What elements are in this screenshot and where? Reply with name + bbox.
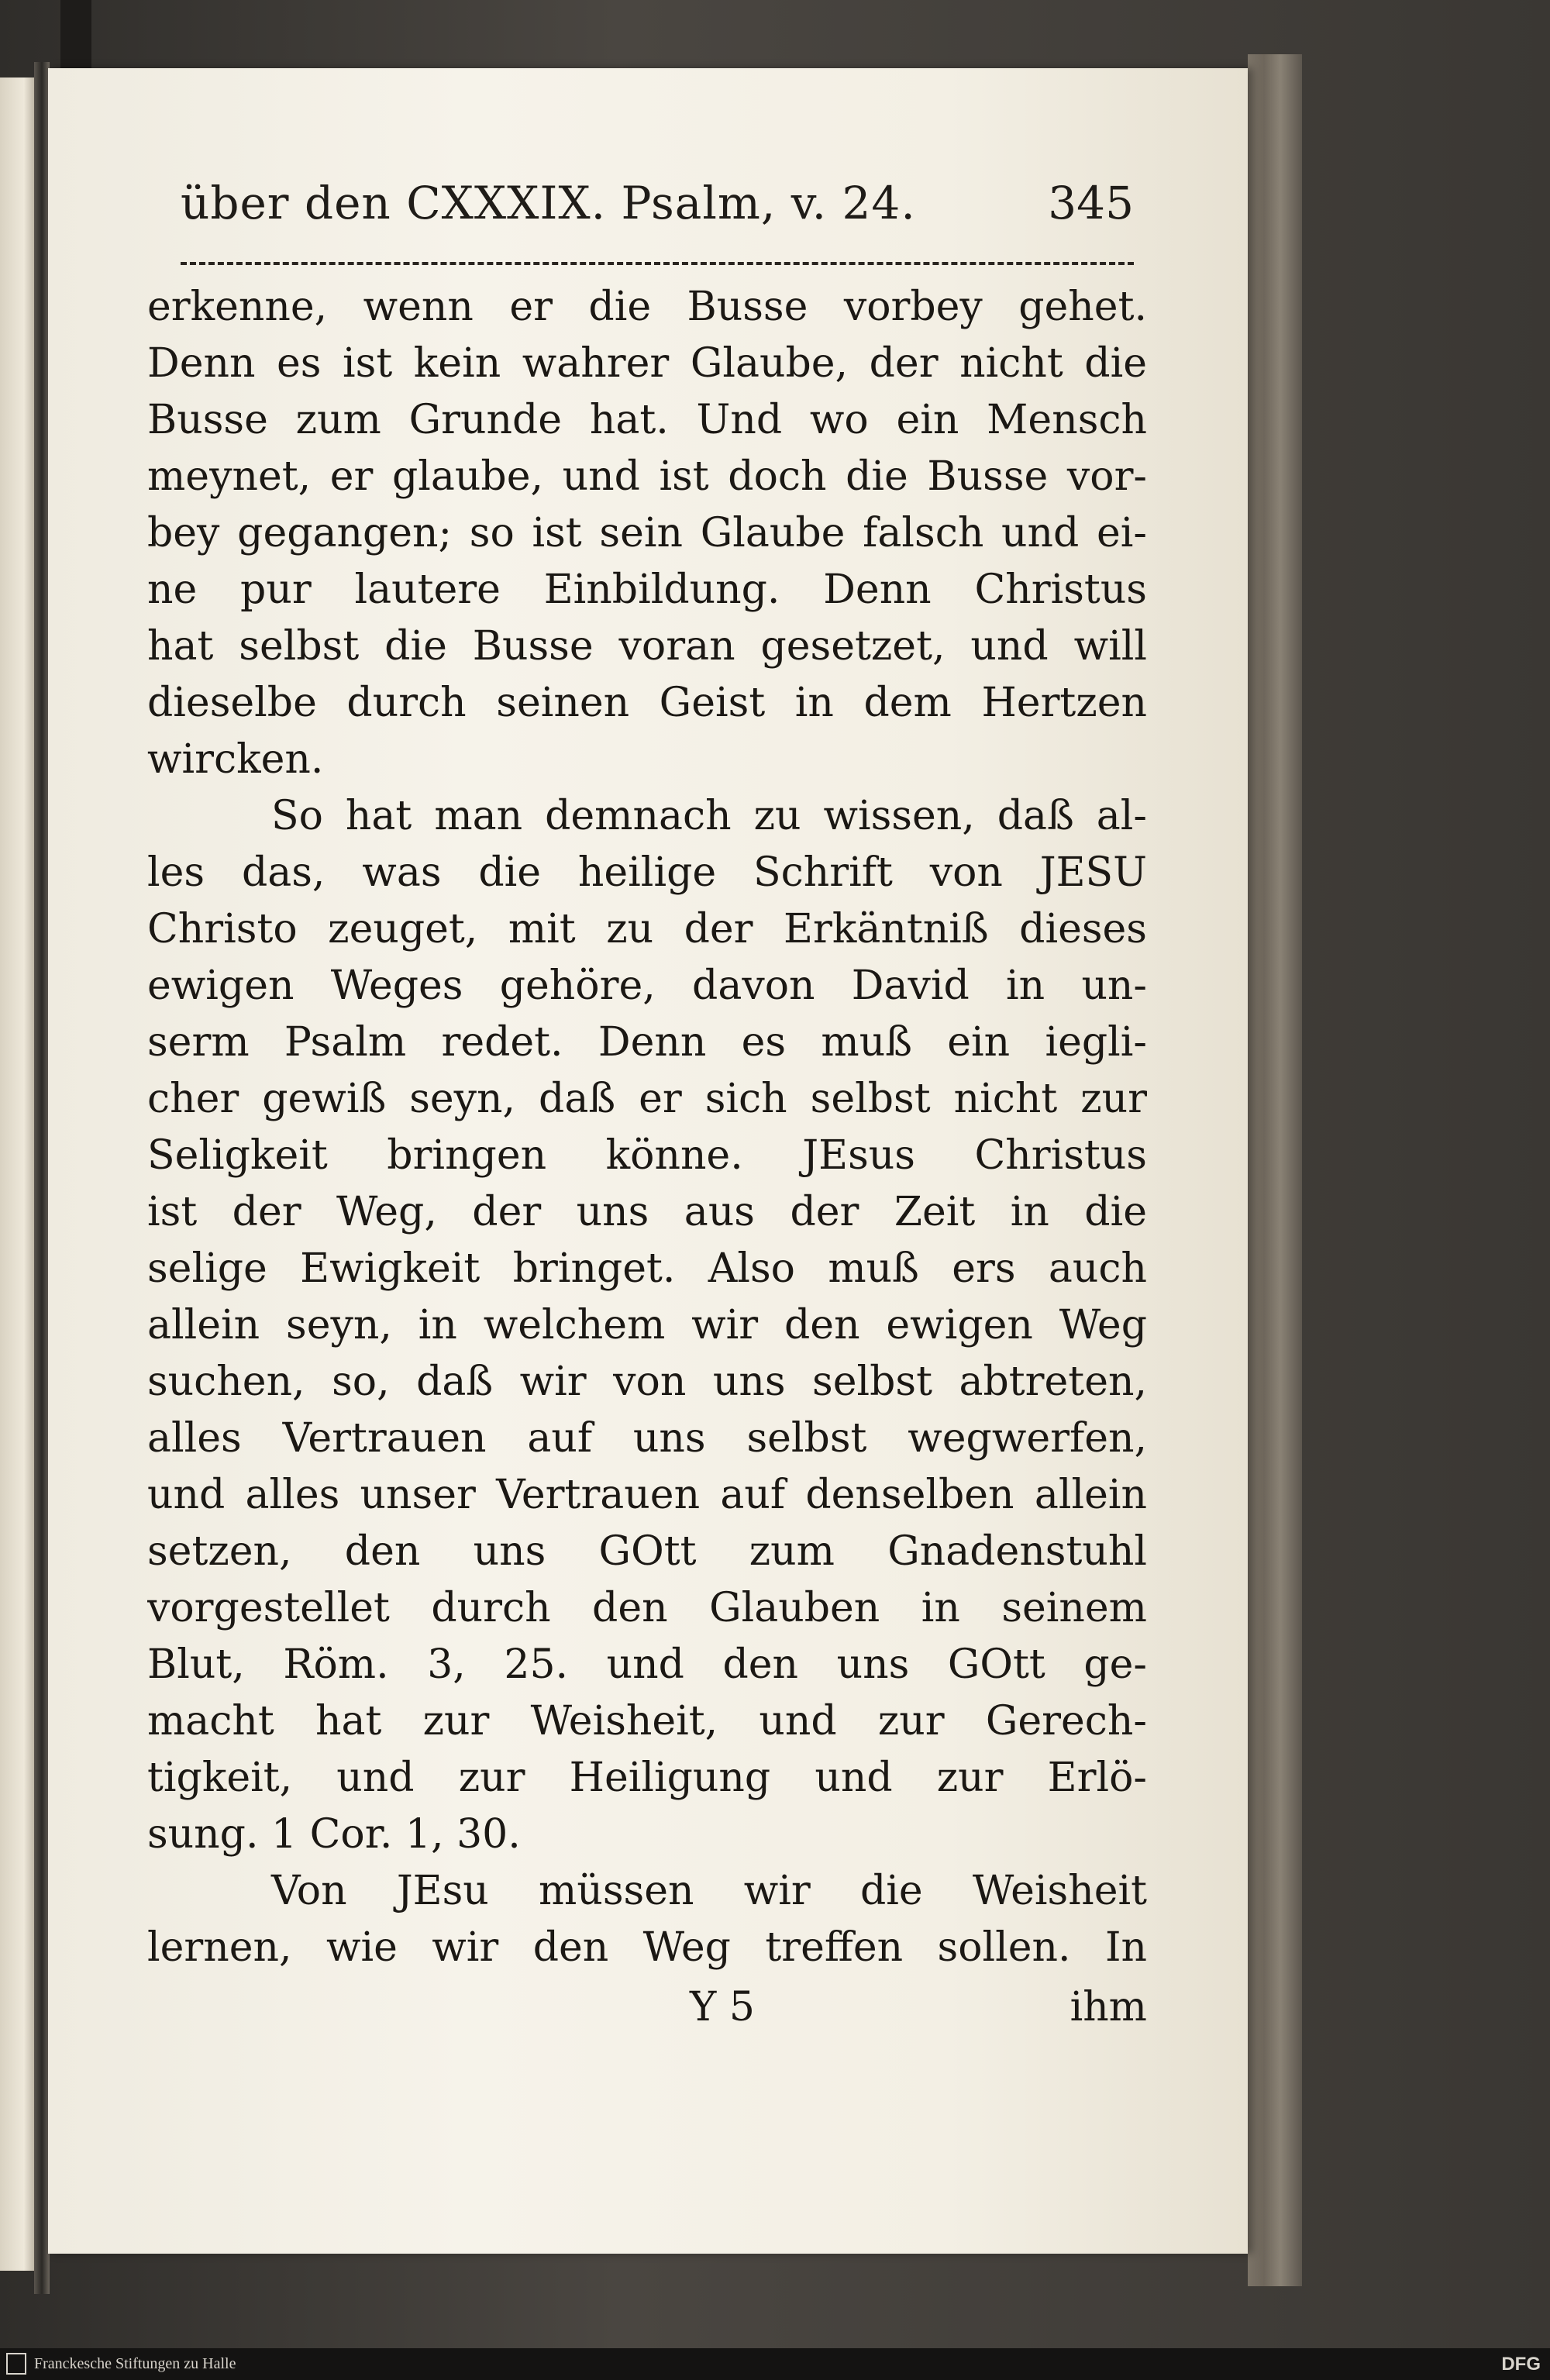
text-line: erkenne, wenn er die Busse vorbey gehet.	[147, 284, 1147, 330]
header-rule	[181, 262, 1134, 265]
text-line: und alles unser Vertrauen auf denselben allein	[147, 1472, 1147, 1518]
text-line: suchen, so, daß wir von uns selbst abtreten,	[147, 1359, 1147, 1405]
text-line: Von JEsu müssen wir die Weisheit	[271, 1868, 1147, 1914]
dfg-logo: DFG	[1501, 2354, 1541, 2375]
text-line: Denn es ist kein wahrer Glaube, der nicht die	[147, 340, 1147, 387]
text-line: allein seyn, in welchem wir den ewigen Weg	[147, 1302, 1147, 1348]
text-line: Blut, Röm. 3, 25. und den uns GOtt ge-	[147, 1641, 1147, 1688]
text-line: tigkeit, und zur Heiligung und zur Erlö-	[147, 1755, 1147, 1801]
running-header	[181, 177, 1134, 239]
text-line: setzen, den uns GOtt zum Gnadenstuhl	[147, 1528, 1147, 1575]
signature-mark: Y 5	[690, 1984, 755, 2030]
text-line: Seligkeit bringen könne. JEsus Christus	[147, 1132, 1147, 1179]
text-line: lernen, wie wir den Weg treffen sollen. In	[147, 1924, 1147, 1971]
body-text	[147, 279, 1147, 1976]
page-footer	[147, 1984, 1147, 2046]
text-line: cher gewiß seyn, daß er sich selbst nicht zur	[147, 1076, 1147, 1122]
text-line: hat selbst die Busse voran gesetzet, und will	[147, 623, 1147, 670]
institution-name: Franckesche Stiftungen zu Halle	[34, 2355, 236, 2372]
text-line: So hat man demnach zu wissen, daß al-	[271, 793, 1147, 839]
institution-logo-icon	[6, 2353, 26, 2375]
text-line: Busse zum Grunde hat. Und wo ein Mensch	[147, 397, 1147, 443]
text-line: selige Ewigkeit bringet. Also muß ers auch	[147, 1245, 1147, 1292]
viewer-footer-bar	[0, 2348, 1550, 2380]
text-line: ist der Weg, der uns aus der Zeit in die	[147, 1189, 1147, 1235]
text-line: ewigen Weges gehöre, davon David in un-	[147, 963, 1147, 1009]
text-line: macht hat zur Weisheit, und zur Gerech-	[147, 1698, 1147, 1745]
text-line: ne pur lautere Einbildung. Denn Christus	[147, 567, 1147, 613]
left-page-edge	[0, 77, 34, 2271]
text-line: dieselbe durch seinen Geist in dem Hertzen	[147, 680, 1147, 726]
catchword: ihm	[1070, 1984, 1147, 2030]
text-line: wircken.	[147, 736, 324, 783]
header-title: über den CXXXIX. Psalm, v. 24.	[181, 177, 916, 229]
book-gutter	[34, 62, 50, 2294]
text-line: Christo zeuget, mit zu der Erkäntniß dieses	[147, 906, 1147, 952]
text-line: vorgestellet durch den Glauben in seinem	[147, 1585, 1147, 1631]
text-line: bey gegangen; so ist sein Glaube falsch und ei-	[147, 510, 1147, 556]
text-line: les das, was die heilige Schrift von JESU	[147, 849, 1147, 896]
text-line: meynet, er glaube, und ist doch die Busse vor-	[147, 453, 1147, 500]
book-cover-edge	[1248, 54, 1302, 2286]
page-clip	[60, 0, 91, 68]
page-number: 345	[1048, 177, 1134, 229]
text-line: serm Psalm redet. Denn es muß ein iegli-	[147, 1019, 1147, 1066]
text-line: alles Vertrauen auf uns selbst wegwerfen,	[147, 1415, 1147, 1462]
text-line: sung. 1 Cor. 1, 30.	[147, 1811, 521, 1858]
